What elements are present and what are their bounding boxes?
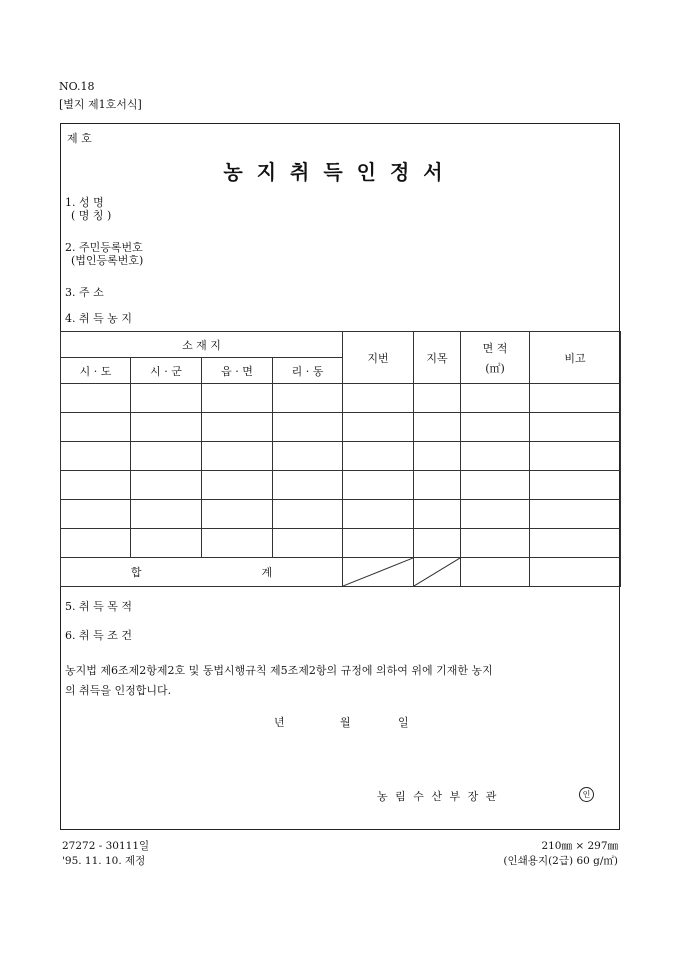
- table-cell[interactable]: [61, 529, 131, 558]
- table-cell[interactable]: [343, 500, 414, 529]
- table-cell[interactable]: [131, 471, 202, 500]
- total-label-left: 합: [130, 566, 142, 579]
- location-header: 소 재 지: [61, 332, 343, 358]
- table-cell[interactable]: [202, 500, 273, 529]
- id-number-label: 2. 주민등록번호: [65, 241, 143, 254]
- land-category-header: 지목: [414, 332, 461, 384]
- footer-date: '95. 11. 10. 제정: [62, 855, 146, 867]
- name-sub-label: ( 명 칭 ): [71, 209, 112, 222]
- table-row: [61, 413, 621, 442]
- table-cell[interactable]: [131, 442, 202, 471]
- date-month-label: 월: [340, 716, 351, 729]
- table-cell[interactable]: [530, 442, 621, 471]
- form-number: NO.18: [59, 80, 95, 93]
- table-cell[interactable]: [202, 413, 273, 442]
- table-cell[interactable]: [461, 471, 530, 500]
- table-cell[interactable]: [131, 500, 202, 529]
- remarks-header: 비고: [530, 332, 621, 384]
- table-cell[interactable]: [414, 471, 461, 500]
- footer-paper-type: (인쇄용지(2급) 60 g/㎡): [503, 855, 618, 867]
- village-header: 리 · 동: [273, 358, 343, 384]
- table-row: [61, 471, 621, 500]
- form-reference: [별지 제1호서식]: [59, 98, 142, 111]
- acquired-land-label: 4. 취 득 농 지: [65, 312, 132, 325]
- table-row: [61, 442, 621, 471]
- diagonal-line: [343, 558, 413, 586]
- table-cell[interactable]: [414, 529, 461, 558]
- table-cell[interactable]: [461, 413, 530, 442]
- table-row: [61, 384, 621, 413]
- total-label-cell: [61, 558, 343, 587]
- total-area-cell[interactable]: [461, 558, 530, 587]
- table-cell[interactable]: [273, 471, 343, 500]
- table-cell[interactable]: [131, 413, 202, 442]
- table-cell[interactable]: [343, 471, 414, 500]
- statement-line-2: 의 취득을 인정합니다.: [65, 684, 172, 697]
- area-label: 면 적: [482, 341, 508, 355]
- table-cell[interactable]: [131, 384, 202, 413]
- table-cell[interactable]: [61, 442, 131, 471]
- table-cell[interactable]: [530, 471, 621, 500]
- date-day-label: 일: [398, 716, 409, 729]
- table-cell[interactable]: [273, 529, 343, 558]
- table-cell[interactable]: [202, 471, 273, 500]
- area-header: [461, 332, 530, 384]
- table-cell[interactable]: [202, 442, 273, 471]
- table-cell[interactable]: [131, 529, 202, 558]
- area-unit: (㎡): [485, 361, 505, 375]
- table-cell[interactable]: [461, 529, 530, 558]
- table-cell[interactable]: [530, 500, 621, 529]
- certificate-form: [60, 123, 620, 830]
- table-row: [61, 500, 621, 529]
- table-cell[interactable]: [273, 384, 343, 413]
- diagonal-line: [414, 558, 460, 586]
- table-cell[interactable]: [273, 442, 343, 471]
- table-cell[interactable]: [202, 529, 273, 558]
- table-cell[interactable]: [414, 500, 461, 529]
- table-row: [61, 529, 621, 558]
- total-label-right: 계: [261, 566, 273, 579]
- table-cell[interactable]: [273, 500, 343, 529]
- footer-paper-size: 210㎜ × 297㎜: [541, 840, 618, 852]
- table-cell[interactable]: [61, 471, 131, 500]
- date-year-label: 년: [274, 716, 285, 729]
- table-cell[interactable]: [530, 529, 621, 558]
- table-cell[interactable]: [414, 413, 461, 442]
- footer-code: 27272 - 30111일: [62, 840, 150, 852]
- total-remarks-cell[interactable]: [530, 558, 621, 587]
- land-table: [60, 331, 621, 587]
- table-cell[interactable]: [343, 529, 414, 558]
- province-header: 시 · 도: [61, 358, 131, 384]
- town-header: 읍 · 면: [202, 358, 273, 384]
- table-cell[interactable]: [61, 500, 131, 529]
- table-cell[interactable]: [530, 384, 621, 413]
- table-cell[interactable]: [61, 384, 131, 413]
- table-cell[interactable]: [530, 413, 621, 442]
- document-number-label: 제 호: [67, 132, 92, 145]
- table-cell[interactable]: [61, 413, 131, 442]
- purpose-label: 5. 취 득 목 적: [65, 600, 132, 613]
- corp-id-number-label: (법인등록번호): [71, 254, 144, 267]
- issuer-name: 농 림 수 산 부 장 관: [377, 790, 499, 803]
- table-cell[interactable]: [461, 442, 530, 471]
- table-cell[interactable]: [343, 413, 414, 442]
- table-cell[interactable]: [414, 442, 461, 471]
- condition-label: 6. 취 득 조 건: [65, 629, 132, 642]
- table-cell[interactable]: [202, 384, 273, 413]
- table-cell[interactable]: [273, 413, 343, 442]
- statement-line-1: 농지법 제6조제2항제2호 및 동법시행규칙 제5조제2항의 규정에 의하여 위에 기재한 농지: [65, 664, 493, 677]
- table-cell[interactable]: [343, 442, 414, 471]
- city-header: 시 · 군: [131, 358, 202, 384]
- total-row: [61, 558, 621, 587]
- table-cell[interactable]: [461, 384, 530, 413]
- page-title: 농지취득인정서: [223, 160, 457, 184]
- table-cell[interactable]: [343, 384, 414, 413]
- total-category-diagonal: [414, 558, 461, 587]
- name-label: 1. 성 명: [65, 196, 104, 209]
- total-lot-diagonal: [343, 558, 414, 587]
- table-cell[interactable]: [461, 500, 530, 529]
- seal-mark: 인: [579, 787, 594, 802]
- address-label: 3. 주 소: [65, 286, 104, 299]
- table-cell[interactable]: [414, 384, 461, 413]
- lot-number-header: 지번: [343, 332, 414, 384]
